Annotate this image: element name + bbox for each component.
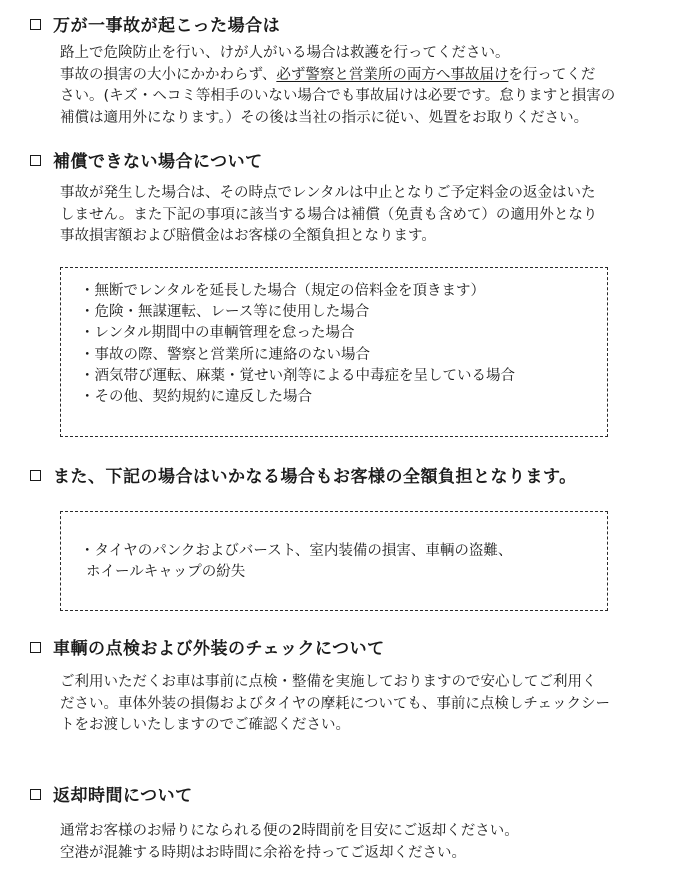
list-item: ・酒気帯び運転、麻薬・覚せい剤等による中毒症を呈している場合 [80,367,515,384]
return-time-paragraph: 通常お客様のお帰りになられる便の2時間前を目安にご返却ください。 空港が混雑する時期はお時間に余裕を持ってご返却ください。 [60,823,519,861]
checkbox-square-icon [30,789,41,800]
full-burden-list [80,541,512,583]
list-item: ・その他、契約規約に違反した場合 [80,388,312,405]
underlined-emphasis: 必ず警察と営業所の両方へ事故届け [276,66,509,83]
list-item-continuation: ホイールキャップの紛失 [86,564,246,581]
list-item: ・危険・無謀運転、レース等に使用した場合 [80,304,370,321]
accident-line-2: 事故の損害の大小にかかわらず、必ず警察と営業所の両方へ事故届けを行ってくだ [60,66,596,83]
checkbox-square-icon [30,470,41,481]
no-compensation-paragraph: 事故が発生した場合は、その時点でレンタルは中止となりご予定料金の返金はいた しません。また下記の事項に該当する場合は補償（免責も含めて）の適用外となり 事故損害額および賠償金はお客様の全額負担となります。 [60,185,598,244]
list-item: ・タイヤのパンクおよびバースト、室内装備の損害、車輌の盗難、 [80,543,513,559]
checkbox-square-icon [30,642,41,653]
accident-heading: 万が一事故が起こった場合は [30,15,280,37]
no-compensation-heading: 補償できない場合について [30,151,263,173]
checkbox-square-icon [30,19,41,30]
list-item: ・無断でレンタルを延長した場合（規定の倍料金を頂きます） [80,283,486,299]
list-item: ・レンタル期間中の車輌管理を怠った場合 [80,325,355,342]
list-item: ・事故の際、警察と営業所に連絡のない場合 [80,346,370,363]
inspection-paragraph: ご利用いただくお車は事前に点検・整備を実施しておりますので安心してご利用く ださい。車体外装の損傷およびタイヤの摩耗についても、事前に点検しチェックシー トをお渡しいたしますのでご確認ください。 [60,674,610,733]
checkbox-square-icon [30,155,41,166]
return-time-heading: 返却時間について [30,785,193,807]
inspection-heading: 車輌の点検および外装のチェックについて [30,638,385,660]
full-burden-heading: また、下記の場合はいかなる場合もお客様の全額負担となります。 [30,466,577,488]
no-compensation-list [80,281,515,408]
accident-paragraph: 路上で危険防止を行い、けが人がいる場合は救護を行ってください。 事故の損害の大小にかかわらず、必ず警察と営業所の両方へ事故届けを行ってくだ さい。(キズ・ヘコミ等相手のいない場合でも事故届けは必要です。怠りますと損害の 補償は適用外になります。）その後は当社の指示に従い、処置をお取りください。 [60,43,675,129]
